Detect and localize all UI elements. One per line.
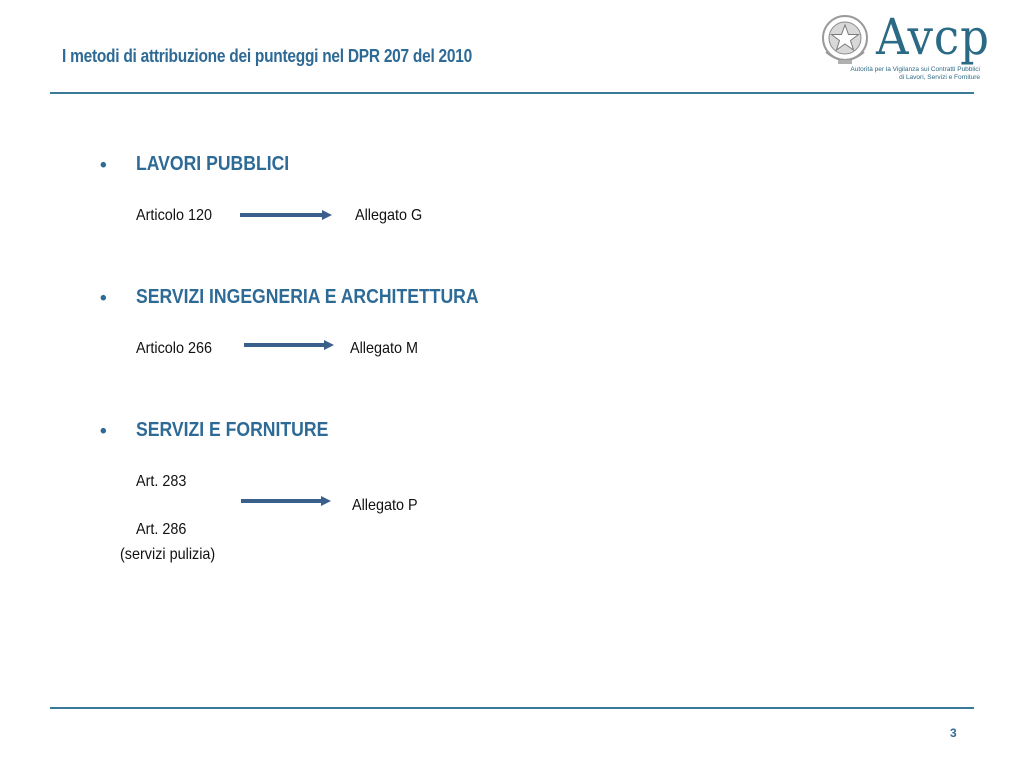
footer-divider	[50, 707, 974, 709]
logo-subtitle-line-2: di Lavori, Servizi e Forniture	[899, 74, 980, 81]
source-articolo-120: Articolo 120	[136, 207, 213, 224]
target-allegato-g: Allegato G	[355, 207, 423, 224]
avcp-logo	[820, 8, 1004, 88]
bullet-marker: •	[100, 421, 107, 442]
italian-emblem-icon	[820, 12, 870, 68]
source-note-servizi-pulizia: (servizi pulizia)	[120, 546, 216, 563]
logo-wordmark: Avcp	[876, 8, 990, 66]
section-heading-lavori-pubblici: LAVORI PUBBLICI	[136, 153, 290, 175]
target-allegato-p: Allegato P	[352, 497, 418, 514]
logo-subtitle-line-1: Autorità per la Vigilanza sui Contratti Pubblici	[850, 66, 980, 73]
page-number: 3	[950, 726, 957, 740]
header-divider	[50, 92, 974, 94]
right-arrow-icon	[240, 210, 332, 220]
logo-subtitle	[850, 66, 980, 82]
source-art-286: Art. 286	[136, 521, 187, 538]
section-heading-servizi-forniture: SERVIZI E FORNITURE	[136, 419, 329, 441]
bullet-marker: •	[100, 288, 107, 309]
source-articolo-266: Articolo 266	[136, 340, 213, 357]
slide-title: I metodi di attribuzione dei punteggi nel DPR 207 del 2010	[62, 46, 472, 66]
right-arrow-icon	[241, 496, 331, 506]
source-art-283: Art. 283	[136, 473, 187, 490]
right-arrow-icon	[244, 340, 334, 350]
bullet-marker: •	[100, 155, 107, 176]
section-heading-servizi-ingegneria: SERVIZI INGEGNERIA E ARCHITETTURA	[136, 286, 479, 308]
target-allegato-m: Allegato M	[350, 340, 419, 357]
